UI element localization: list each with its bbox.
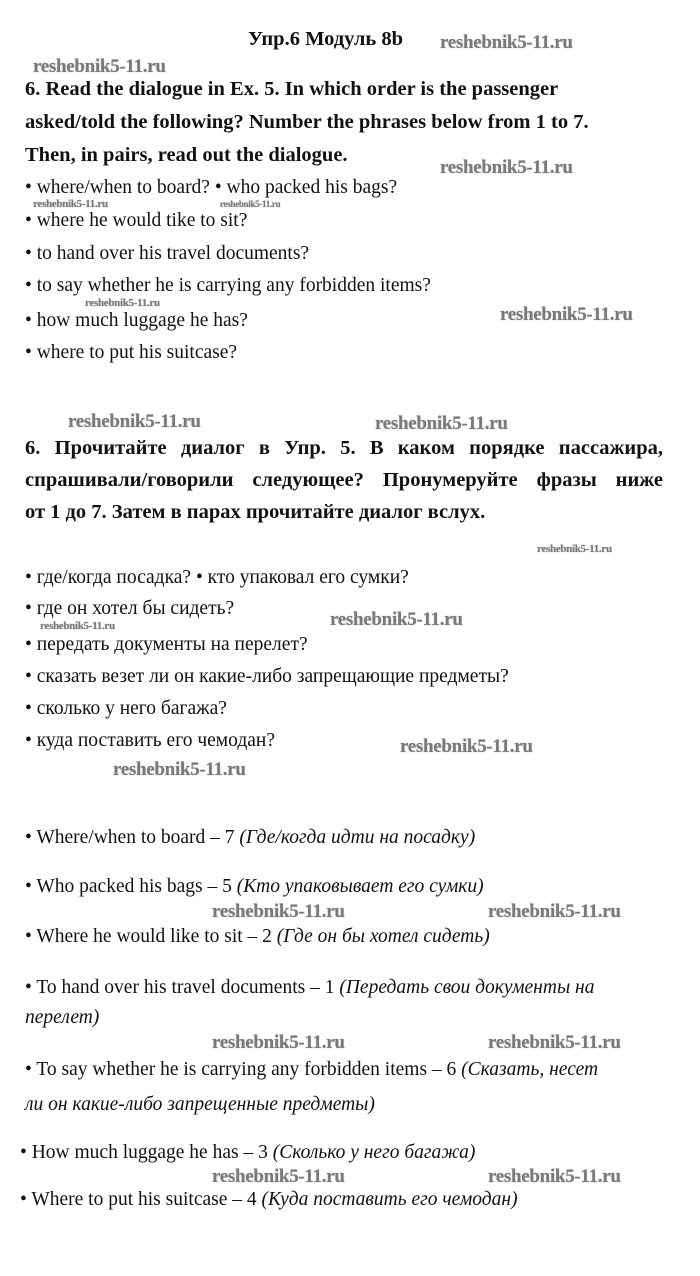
watermark: reshebnik5-11.ru xyxy=(500,304,633,325)
watermark: reshebnik5-11.ru xyxy=(440,32,573,53)
instruction-line: asked/told the following? Number the phrases below from 1 to 7. xyxy=(25,111,589,133)
answer-translation: (Передать свои документы на xyxy=(339,977,595,998)
watermark: reshebnik5-11.ru xyxy=(68,411,201,432)
list-item: • how much luggage he has? xyxy=(25,310,248,331)
answer-item xyxy=(25,877,484,897)
answer-item xyxy=(25,1060,598,1080)
watermark: reshebnik5-11.ru xyxy=(375,413,508,434)
list-item-ru: • сказать везет ли он какие-либо запрещающие предметы? xyxy=(25,666,509,687)
list-item: • to hand over his travel documents? xyxy=(25,243,310,264)
answer-text: • Who packed his bags – 5 xyxy=(25,876,237,897)
list-item: • where he would tike to sit? xyxy=(25,210,248,231)
answer-text: • To say whether he is carrying any forbidden items – 6 xyxy=(25,1059,462,1080)
answer-translation-cont: ли он какие-либо запрещенные предметы) xyxy=(25,1094,375,1115)
watermark: reshebnik5-11.ru xyxy=(33,198,108,210)
answer-text: • Where to put his suitcase – 4 xyxy=(20,1189,262,1210)
answer-translation: (Сказать, несет xyxy=(461,1059,599,1080)
watermark: reshebnik5-11.ru xyxy=(212,1166,345,1187)
list-item-ru: • куда поставить его чемодан? xyxy=(25,730,275,751)
answer-item xyxy=(25,927,490,947)
list-item: • to say whether he is carrying any forbidden items? xyxy=(25,275,431,296)
page-title: Упр.6 Модуль 8b xyxy=(248,28,404,50)
watermark: reshebnik5-11.ru xyxy=(212,1032,345,1053)
answer-item xyxy=(25,828,475,848)
answer-text: • Where/when to board – 7 xyxy=(25,827,240,848)
watermark: reshebnik5-11.ru xyxy=(85,297,160,309)
instruction-line: Then, in pairs, read out the dialogue. xyxy=(25,144,348,166)
answer-text: • Where he would like to sit – 2 xyxy=(25,926,277,947)
list-item-ru: • сколько у него багажа? xyxy=(25,698,227,719)
answer-translation: (Кто упаковывает его сумки) xyxy=(236,876,484,897)
watermark: reshebnik5-11.ru xyxy=(113,759,246,780)
answer-item xyxy=(20,1190,518,1210)
watermark: reshebnik5-11.ru xyxy=(330,609,463,630)
answer-translation: (Где он бы хотел сидеть) xyxy=(276,926,490,947)
watermark: reshebnik5-11.ru xyxy=(488,901,621,922)
answer-translation: (Сколько у него багажа) xyxy=(272,1142,476,1163)
answer-text: • How much luggage he has – 3 xyxy=(20,1142,273,1163)
instruction-line-ru: от 1 до 7. Затем в парах прочитайте диалог вслух. xyxy=(25,501,486,523)
answer-item xyxy=(25,978,594,998)
list-item-ru: • где/когда посадка? • кто упаковал его сумки? xyxy=(25,567,409,588)
watermark: reshebnik5-11.ru xyxy=(488,1166,621,1187)
watermark: reshebnik5-11.ru xyxy=(220,199,281,209)
instruction-line-ru: спрашивали/говорили следующее? Пронумеруйте фразы ниже xyxy=(25,469,663,491)
answer-translation-cont: перелет) xyxy=(25,1007,100,1028)
watermark: reshebnik5-11.ru xyxy=(440,157,573,178)
list-item: • where/when to board? • who packed his bags? xyxy=(25,177,398,198)
watermark: reshebnik5-11.ru xyxy=(33,56,166,77)
answer-item xyxy=(20,1143,475,1163)
list-item-ru: • передать документы на перелет? xyxy=(25,634,308,655)
instruction-line-ru: 6. Прочитайте диалог в Упр. 5. В каком порядке пассажира, xyxy=(25,437,663,459)
watermark: reshebnik5-11.ru xyxy=(488,1032,621,1053)
watermark: reshebnik5-11.ru xyxy=(537,543,612,555)
instruction-line: 6. Read the dialogue in Ex. 5. In which order is the passenger xyxy=(25,78,559,100)
watermark: reshebnik5-11.ru xyxy=(212,901,345,922)
list-item-ru: • где он хотел бы сидеть? xyxy=(25,598,235,619)
answer-translation: (Куда поставить его чемодан) xyxy=(261,1189,518,1210)
answer-text: • To hand over his travel documents – 1 xyxy=(25,977,340,998)
watermark: reshebnik5-11.ru xyxy=(40,620,115,632)
watermark: reshebnik5-11.ru xyxy=(400,736,533,757)
list-item: • where to put his suitcase? xyxy=(25,342,238,363)
answer-translation: (Где/когда идти на посадку) xyxy=(239,827,476,848)
